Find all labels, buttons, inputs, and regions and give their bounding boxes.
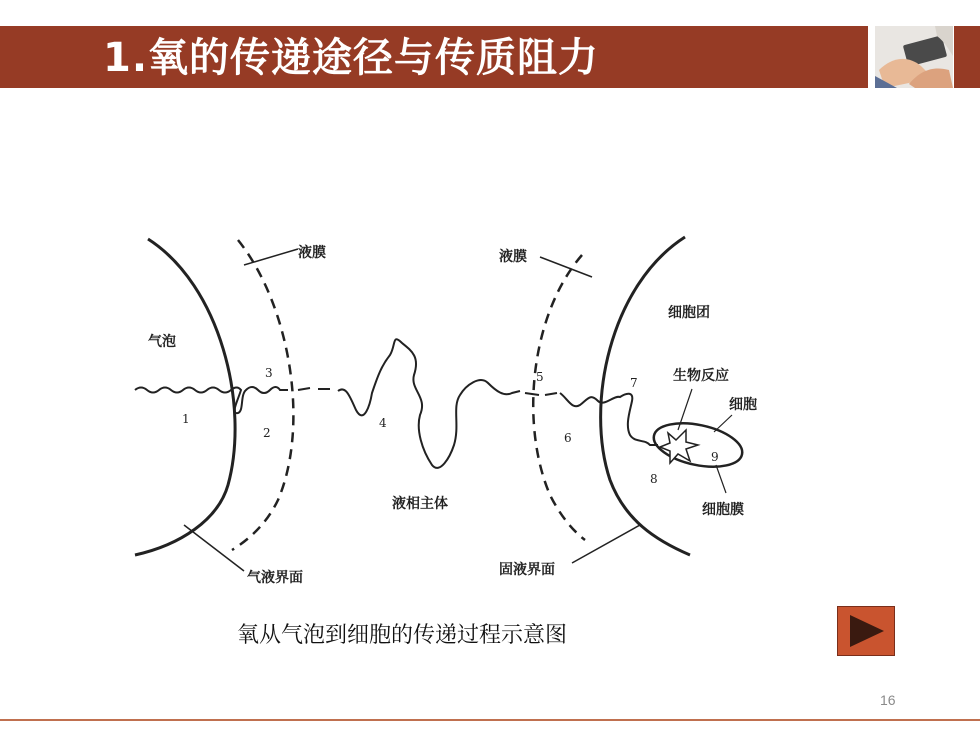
- label-bio-reaction: 生物反应: [673, 368, 729, 384]
- label-gas-liquid-interface: 气液界面: [247, 570, 303, 586]
- label-cell: 细胞: [729, 397, 757, 413]
- step-number: 9: [711, 450, 719, 464]
- label-liquid-film-left: 液膜: [298, 245, 326, 261]
- play-button[interactable]: [837, 606, 895, 656]
- step-number: 5: [536, 370, 544, 384]
- cell-pointer: [714, 415, 732, 432]
- oxygen-path: [135, 339, 658, 468]
- gas-liquid-pointer: [184, 525, 244, 571]
- hands-phone-photo-icon: [875, 26, 953, 88]
- diagram-caption: 氧从气泡到细胞的传递过程示意图: [237, 623, 568, 648]
- step-number: 3: [265, 366, 273, 380]
- bottom-rule: [0, 719, 980, 721]
- play-triangle-icon: [838, 607, 894, 655]
- right-film-dash: [533, 255, 585, 540]
- membrane-pointer: [716, 465, 726, 493]
- page-number: 16: [880, 692, 896, 708]
- slide-title: 1.氧的传递途径与传质阻力: [103, 35, 600, 81]
- right-film-pointer: [540, 257, 592, 277]
- label-solid-liquid-interface: 固液界面: [499, 562, 555, 578]
- cell-cluster-wall: [601, 237, 690, 555]
- step-number: 8: [650, 472, 658, 486]
- step-number: 1: [182, 412, 190, 426]
- step-number: 7: [630, 376, 638, 390]
- step-number: 4: [379, 416, 387, 430]
- left-film-dash: [232, 240, 293, 550]
- label-bubble: 气泡: [148, 334, 176, 350]
- bubble-wall: [135, 239, 235, 555]
- label-cell-cluster: 细胞团: [668, 305, 710, 321]
- label-liquid-film-right: 液膜: [499, 249, 527, 265]
- label-cell-membrane: 细胞膜: [702, 502, 744, 518]
- left-film-pointer: [244, 249, 298, 265]
- oxygen-transfer-diagram: [120, 225, 840, 595]
- solid-liquid-pointer: [572, 525, 640, 563]
- label-bulk-liquid: 液相主体: [392, 496, 448, 512]
- step-number: 6: [564, 431, 572, 445]
- reaction-star-icon: [660, 430, 698, 463]
- step-number: 2: [263, 426, 271, 440]
- title-bar-end: [954, 26, 980, 88]
